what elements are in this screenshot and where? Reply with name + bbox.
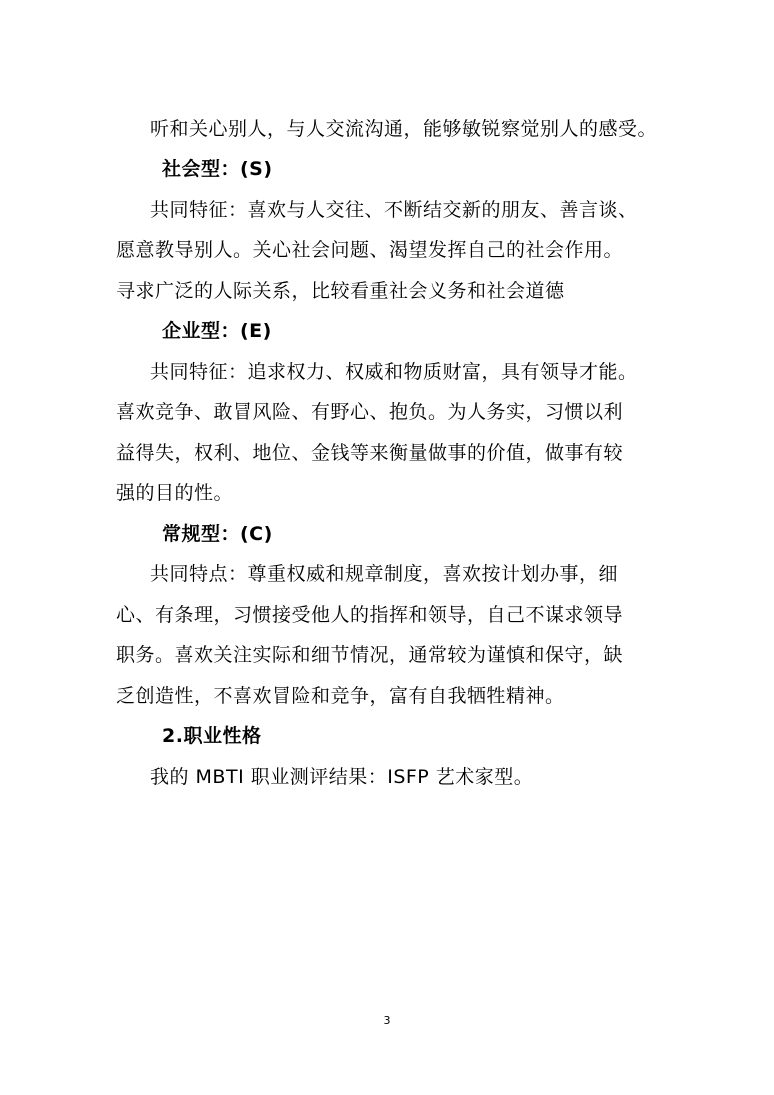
text-line: 我的 MBTI 职业测评结果：ISFP 艺术家型。 [150, 766, 534, 788]
text-line: 乏创造性，不喜欢冒险和竞争，富有自我牺牲精神。 [116, 685, 565, 707]
section-heading-conventional: 常规型：(C) [162, 523, 273, 545]
text-line: 共同特征：喜欢与人交往、不断结交新的朋友、善言谈、 [150, 199, 638, 221]
page-number: 3 [383, 1014, 391, 1027]
section-heading-career-personality: 2.职业性格 [162, 725, 262, 747]
section-heading-enterprising: 企业型：(E) [162, 320, 272, 342]
text-line: 共同特点：尊重权威和规章制度，喜欢按计划办事，细 [150, 563, 619, 585]
text-line: 听和关心别人，与人交流沟通，能够敏锐察觉别人的感受。 [150, 118, 658, 140]
text-line: 寻求广泛的人际关系，比较看重社会义务和社会道德 [116, 280, 565, 302]
text-line: 喜欢竞争、敢冒风险、有野心、抱负。为人务实，习惯以利 [116, 401, 624, 423]
text-line: 共同特征：追求权力、权威和物质财富，具有领导才能。 [150, 361, 638, 383]
text-line: 强的目的性。 [116, 482, 234, 504]
text-line: 益得失，权利、地位、金钱等来衡量做事的价值，做事有较 [116, 442, 624, 464]
text-line: 愿意教导别人。关心社会问题、渴望发挥自己的社会作用。 [116, 239, 624, 261]
text-line: 心、有条理，习惯接受他人的指挥和领导，自己不谋求领导 [116, 604, 624, 626]
text-line: 职务。喜欢关注实际和细节情况，通常较为谨慎和保守，缺 [116, 644, 624, 666]
section-heading-social: 社会型：(S) [162, 158, 273, 180]
